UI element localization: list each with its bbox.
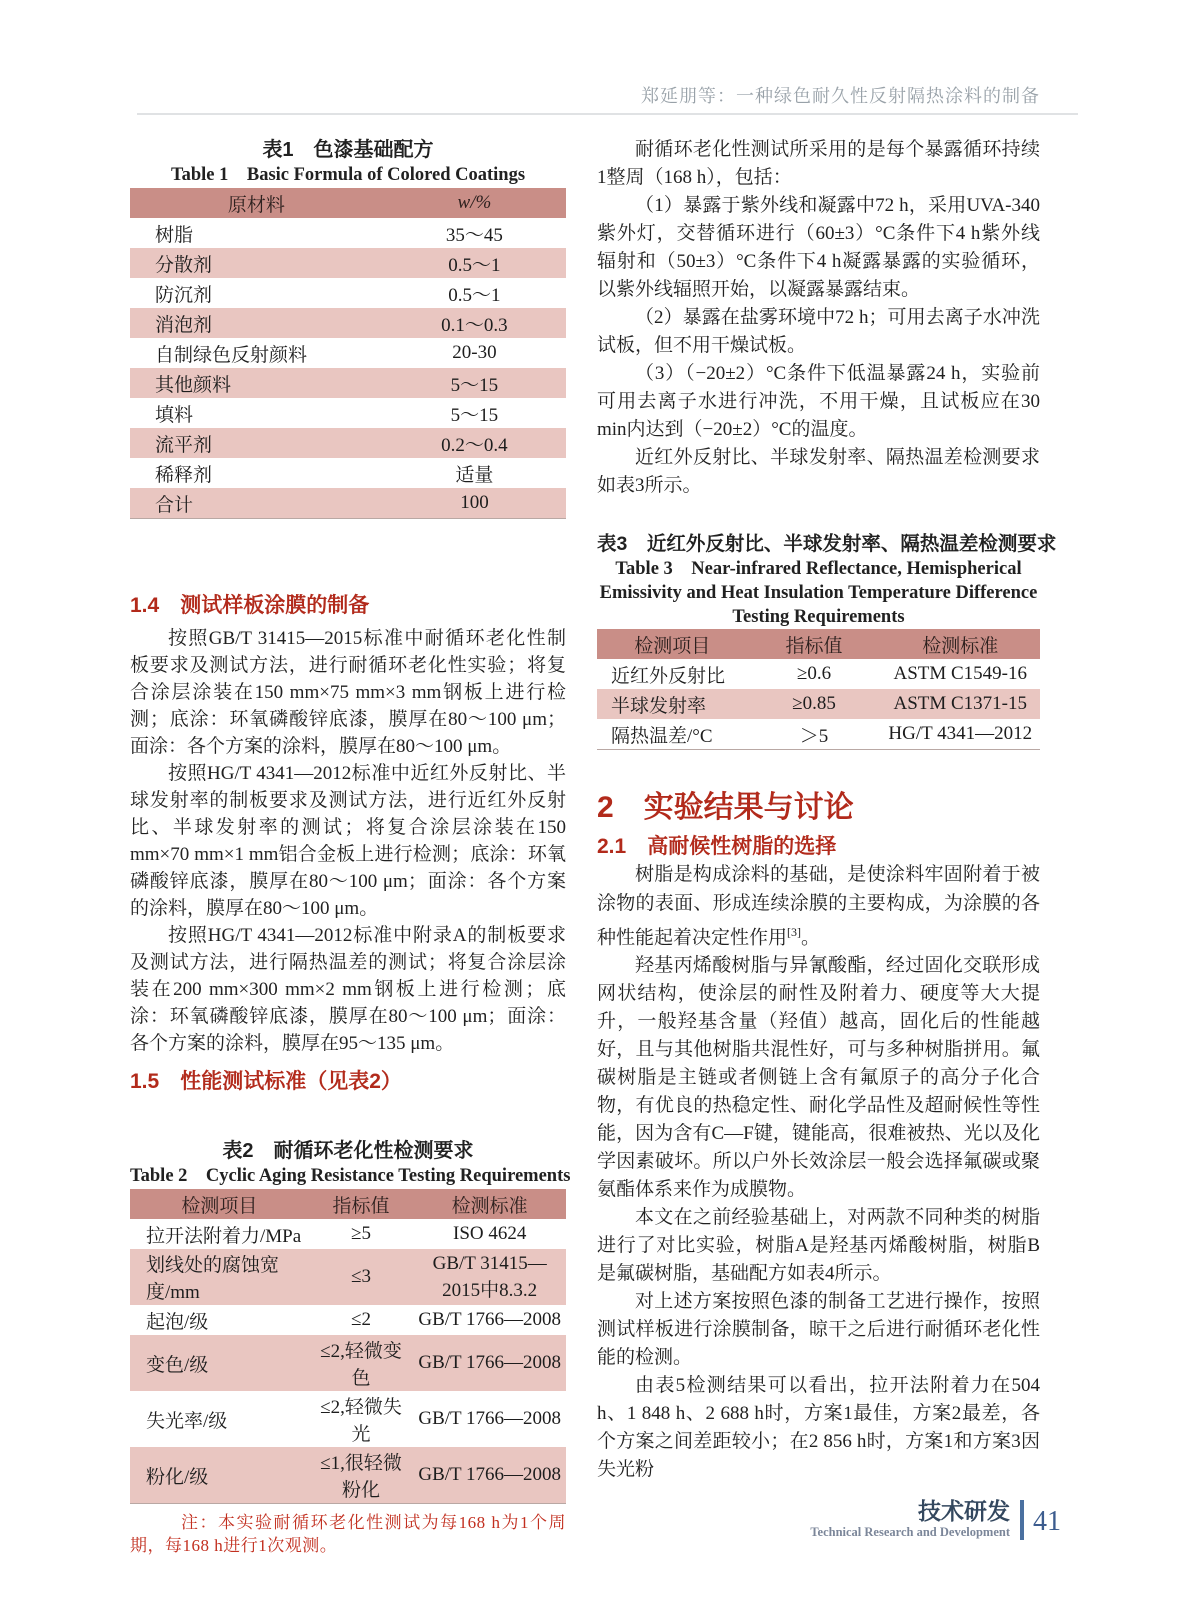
table3-header-row (597, 629, 1040, 659)
table1-caption-en: Table 1 Basic Formula of Colored Coatings (170, 165, 526, 185)
table-cell: GB/T 31415—2015中8.3.2 (413, 1249, 566, 1305)
paragraph: 羟基丙烯酸树脂与异氰酸酯，经过固化交联形成网状结构，使涂层的耐性及附着力、硬度等大大提升，一般羟基含量（羟值）越高，固化后的性能越好，且与其他树脂共混性好，可与多种树脂拼用。氟碳树脂是主链或者侧链上含有氟原子的高分子化合物，有优良的热稳定性、耐化学品性及超耐候性等性能，因为含有C—F键，键能高，很难被热、光以及化学因素破坏。所以户外长效涂层一般会选择氟碳或聚氨酯体系来作为成膜物。 (597, 955, 1040, 1201)
header-rule (137, 113, 1078, 115)
table-row (130, 428, 566, 458)
table2-note: 注：本实验耐循环老化性测试为每168 h为1个周期，每168 h进行1次观测。 (130, 1513, 566, 1555)
page-number: 41 (1033, 1506, 1061, 1537)
table-cell: 5～15 (450, 404, 499, 426)
page-footer (810, 1498, 1061, 1540)
paragraph: （1）暴露于紫外线和凝露中72 h，采用UVA-340紫外灯，交替循环进行（60±3）°C条件下4 h紫外线辐射和（50±3）°C条件下4 h凝露暴露的实验循环，以紫外线辐照开始，以凝露暴露结束。 (597, 195, 1040, 300)
table-cell: 100 (383, 488, 566, 519)
table3-caption-en: Table 3 Near-infrared Reflectance, Hemispherical Emissivity and Heat Insulation Temperature Difference Testing Requirements (599, 559, 1038, 627)
table-cell: ≥5 (351, 1223, 372, 1244)
table-cell: 0.2～0.4 (383, 428, 566, 458)
table2-header-cell: 指标值 (309, 1189, 414, 1219)
table-cell: ASTM C1371-15 (881, 689, 1041, 719)
table-cell: 自制绿色反射颜料 (155, 344, 308, 366)
paragraph: （3）（−20±2）°C条件下低温暴露24 h，实验前可用去离子水进行冲洗，不用干燥，且试板应在30 min内达到（−20±2）°C的温度。 (597, 363, 1040, 440)
table1-caption-cn: 表1 色漆基础配方 (262, 139, 434, 161)
running-head: 郑延朋等：一种绿色耐久性反射隔热涂料的制备 (641, 86, 1040, 106)
footer-text (810, 1498, 1010, 1540)
table-row (597, 719, 1040, 750)
table-cell: ≤2,轻微失光 (320, 1397, 402, 1445)
paragraph: 近红外反射比、半球发射率、隔热温差检测要求如表3所示。 (597, 447, 1040, 496)
table-cell: 隔热温差/°C (611, 725, 713, 747)
table2-header-cell: 检测项目 (130, 1189, 309, 1219)
paragraph: 对上述方案按照色漆的制备工艺进行操作，按照测试样板进行涂膜制备，晾干之后进行耐循环老化性能的检测。 (597, 1291, 1040, 1369)
table-cell: 35～45 (445, 224, 503, 246)
table-row (597, 659, 1040, 689)
table-cell: 0.1～0.3 (383, 308, 566, 338)
paragraph: 由表5检测结果可以看出，拉开法附着力在504 h、1 848 h、2 688 h时，方案1最佳，方案2最差，各个方案之间差距较小；在2 856 h时，方案1和方案3因失光粉 (597, 1375, 1040, 1481)
paragraph: 耐循环老化性测试所采用的是每个暴露循环持续1整周（168 h），包括： (597, 139, 1040, 188)
table-cell: 流平剂 (130, 428, 383, 458)
table-row (130, 1447, 566, 1504)
footer-section-en: Technical Research and Development (810, 1525, 1010, 1539)
paragraph: 按照HG/T 4341—2012标准中近红外反射比、半球发射率的制板要求及测试方法，进行近红外反射比、半球发射率的测试；将复合涂层涂装在150 mm×70 mm×1 mm铝合金板上进行检测；底涂：环氧磷酸锌底漆，膜厚在80～100 μm；面涂：各个方案的涂料，膜厚在80～100 μm。 (130, 763, 566, 919)
table3-header-cell: 指标值 (748, 629, 881, 659)
section-1-5-title: 1.5 性能测试标准（见表2） (130, 1070, 402, 1093)
table-row (130, 398, 566, 428)
table-cell: 分散剂 (130, 248, 383, 278)
table-cell: 5～15 (383, 368, 566, 398)
table-cell: 20-30 (452, 342, 497, 363)
table-cell: 变色/级 (130, 1335, 309, 1391)
table-cell: 半球发射率 (597, 689, 748, 719)
table2 (130, 1189, 566, 1504)
table1-header-cell: w/% (383, 188, 566, 218)
table-cell: 拉开法附着力/MPa (146, 1225, 302, 1247)
paragraph-text: 。 (801, 927, 821, 949)
table-row (130, 308, 566, 338)
table-cell: 其他颜料 (130, 368, 383, 398)
table-cell: 填料 (155, 404, 194, 426)
left-column (130, 130, 571, 1557)
footer-divider-bar (1020, 1500, 1024, 1540)
section-2-1-title: 2.1 高耐候性树脂的选择 (597, 835, 837, 858)
table-cell: HG/T 4341—2012 (888, 723, 1033, 744)
table-cell: 防沉剂 (155, 284, 213, 306)
table-row (130, 1391, 566, 1447)
table-cell: ISO 4624 (453, 1223, 527, 1244)
table2-caption-en: Table 2 Cyclic Aging Resistance Testing Requirements (130, 1166, 571, 1186)
table-cell: 划线处的腐蚀宽度/mm (130, 1249, 309, 1305)
table2-caption-cn: 表2 耐循环老化性检测要求 (222, 1140, 474, 1162)
paragraph (597, 860, 1040, 952)
table-row (130, 278, 566, 308)
table-row (130, 218, 566, 248)
table-cell: 粉化/级 (130, 1447, 309, 1504)
table-cell: 失光率/级 (146, 1410, 228, 1432)
citation-ref: [3] (787, 925, 802, 939)
table-cell: ＞5 (799, 725, 829, 747)
table-cell: GB/T 1766—2008 (418, 1408, 562, 1429)
table-row (130, 248, 566, 278)
table-cell: 稀释剂 (155, 464, 213, 486)
table-cell: 适量 (455, 464, 494, 486)
table-cell: 近红外反射比 (611, 665, 726, 687)
table-cell: 合计 (130, 488, 383, 519)
table1-header-row (130, 188, 566, 218)
right-column (597, 130, 1057, 1484)
table-cell: ≤2 (351, 1309, 372, 1330)
table-row (130, 338, 566, 368)
table-cell: ASTM C1549-16 (893, 663, 1028, 684)
table-row (130, 1305, 566, 1335)
table-cell: 0.5～1 (383, 248, 566, 278)
table-cell: ≤2,轻微变色 (309, 1335, 414, 1391)
table1 (130, 188, 566, 519)
paragraph-text: 树脂是构成涂料的基础，是使涂料牢固附着于被涂物的表面、形成连续涂膜的主要构成，为涂膜的各种性能起着决定性作用 (597, 864, 1040, 949)
paragraph: 按照HG/T 4341—2012标准中附录A的制板要求及测试方法，进行隔热温差的测试；将复合涂层涂装在200 mm×300 mm×2 mm钢板上进行检测；底涂：环氧磷酸锌底漆，膜厚在80～100 μm；面涂：各个方案的涂料，膜厚在95～135 μm。 (130, 925, 566, 1054)
table-row (597, 689, 1040, 719)
table-cell: 消泡剂 (130, 308, 383, 338)
table2-header-row (130, 1189, 566, 1219)
paragraph: 按照GB/T 31415—2015标准中耐循环老化性制板要求及测试方法，进行耐循环老化性实验；将复合涂层涂装在150 mm×75 mm×3 mm钢板上进行检测；底涂：环氧磷酸锌底漆，膜厚在80～100 μm；面涂：各个方案的涂料，膜厚在80～100 μm。 (130, 628, 566, 757)
table-cell: 树脂 (155, 224, 194, 246)
table-row (130, 1335, 566, 1391)
table-row (130, 1219, 566, 1249)
table-row (130, 1249, 566, 1305)
table-cell: 0.5～1 (448, 284, 501, 306)
paragraph: 本文在之前经验基础上，对两款不同种类的树脂进行了对比实验，树脂A是羟基丙烯酸树脂，树脂B是氟碳树脂，基础配方如表4所示。 (597, 1207, 1040, 1285)
table3-header-cell: 检测标准 (881, 629, 1041, 659)
section-2-title: 2 实验结果与讨论 (597, 791, 854, 824)
table-cell: GB/T 1766—2008 (413, 1335, 566, 1391)
table-cell: ≥0.6 (796, 663, 832, 684)
table-row (130, 368, 566, 398)
table-cell: 起泡/级 (146, 1311, 209, 1333)
table-row (130, 458, 566, 488)
section-1-4-title: 1.4 测试样板涂膜的制备 (130, 594, 370, 617)
table-cell: ≤3 (309, 1249, 414, 1305)
table-cell: ≥0.85 (748, 689, 881, 719)
table-cell: GB/T 1766—2008 (413, 1447, 566, 1504)
table-cell: ≤1,很轻微粉化 (309, 1447, 414, 1504)
table1-header-cell: 原材料 (130, 188, 383, 218)
table-row (130, 488, 566, 519)
table3-caption-cn: 表3 近红外反射比、半球发射率、隔热温差检测要求 (597, 533, 1057, 555)
paragraph: （2）暴露在盐雾环境中72 h；可用去离子水冲洗试板，但不用干燥试板。 (597, 307, 1040, 356)
table3 (597, 629, 1040, 750)
footer-section-cn: 技术研发 (918, 1498, 1010, 1524)
table2-header-cell: 检测标准 (413, 1189, 566, 1219)
table3-header-cell: 检测项目 (597, 629, 748, 659)
table-cell: GB/T 1766—2008 (418, 1309, 562, 1330)
